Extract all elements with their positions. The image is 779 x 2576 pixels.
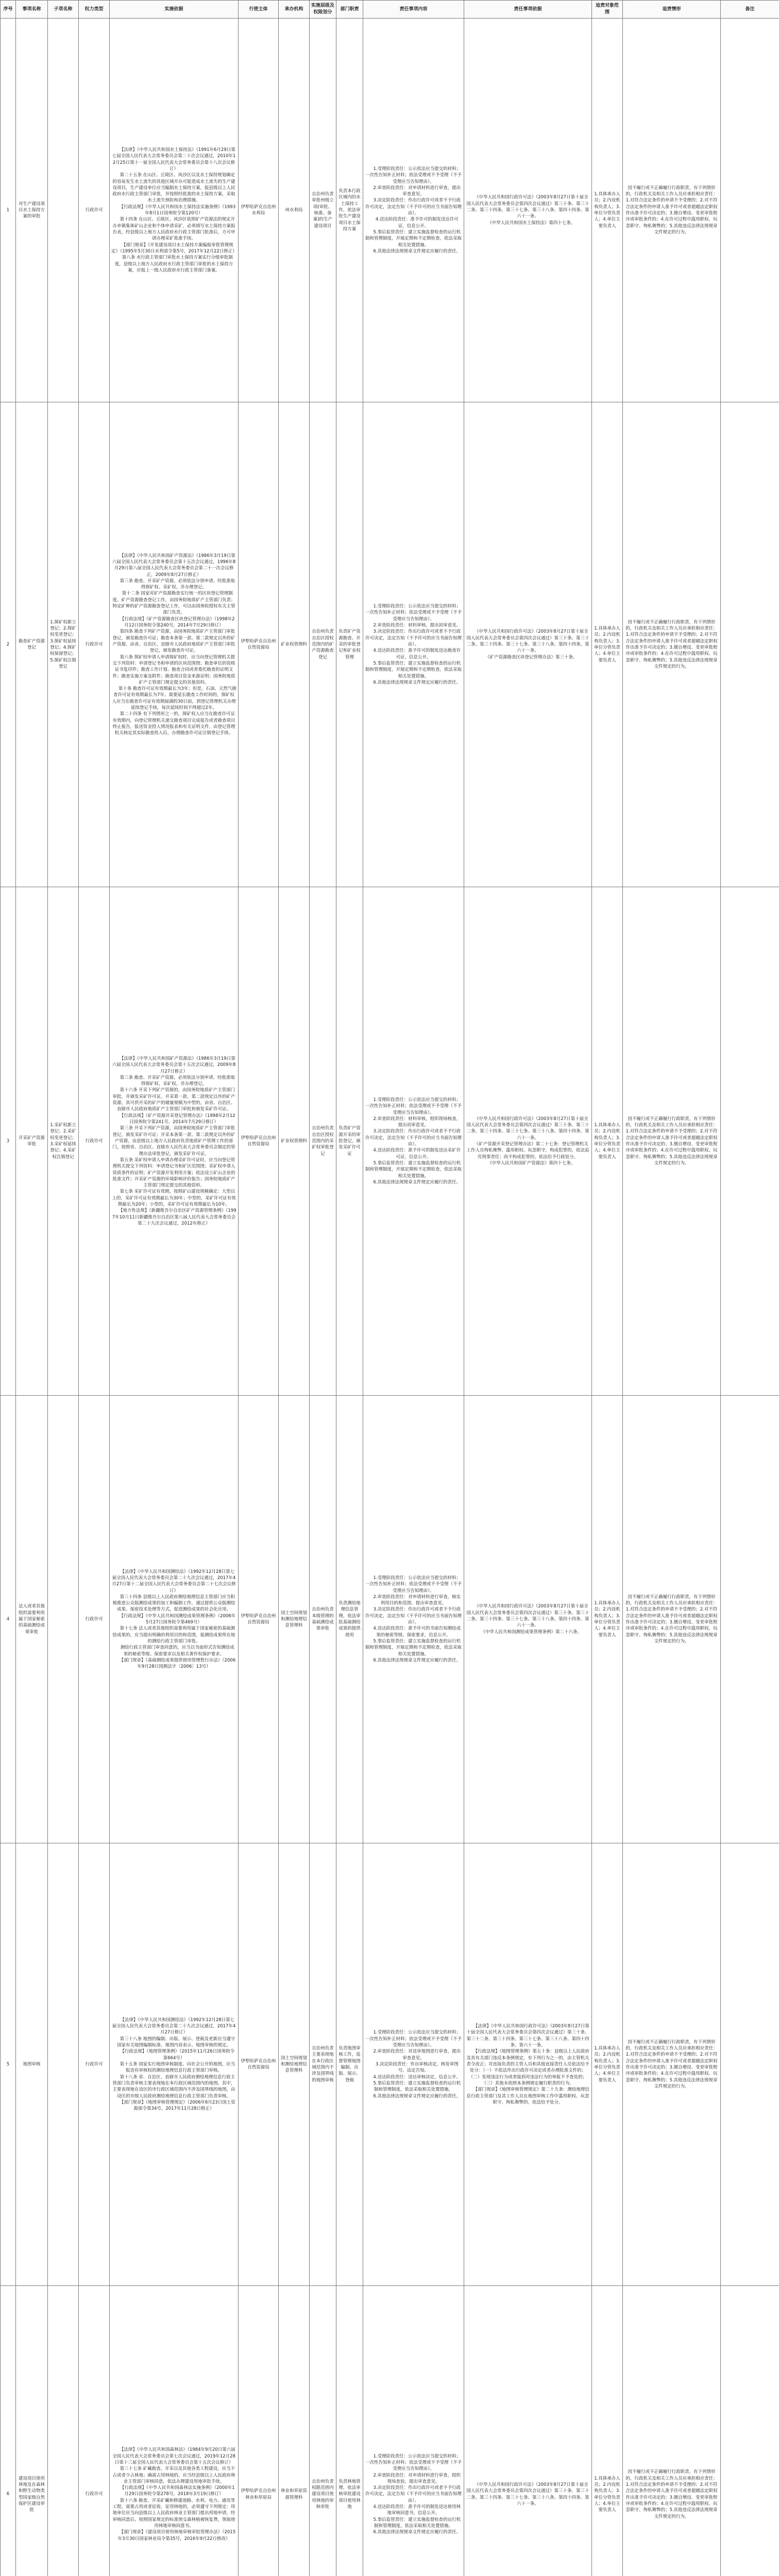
cell-resp-paragraph: 4.送达阶段责任：准予许可的制发送达许可证，信息公开。 (375, 217, 459, 229)
cell-resp-basis-paragraph: 《中华人民共和国行政许可法》（2003年8月27日第十届全国人民代表大会常务委员会第四次会议通过）第三十条、第三十二条、第三十四条、第三十七条、第三十八条、第四十四条、第六十一条。 (466, 1604, 589, 1629)
cell-basis-paragraph: 第三十四条 县级以上人民政府测绘地理信息主管部门应当积极推进公众版测绘成果的加工和编制工作，通过提供公众版测绘成果、保密技术处理等方式，促进测绘成果的社会化应用。 (112, 1594, 235, 1613)
cell-resp (363, 2286, 464, 2576)
cell-seq: 5 (1, 1843, 16, 2286)
cell-resp-paragraph: 1.受理阶段责任：公示依法应当提交的材料；一次性告知补正材料；依法受理或不予受理（不予受理应当告知理由）。 (365, 2030, 462, 2048)
cell-seq: 1 (1, 19, 16, 402)
cell-resp-basis-paragraph: 《中华人民共和国行政许可法》（2003年8月27日第十届全国人民代表大会常务委员会第四次会议通过）第三十条、第三十二条、第三十四条、第三十七条、第三十八条、第四十四条、第六十一条。 (466, 1116, 589, 1141)
cell-duty: 负责矿产资源勘查、开采的审批登记和矿业权管理 (336, 402, 363, 887)
cell-resp-basis (464, 887, 592, 1396)
cell-cases: 因不履行或不正确履行行政职责，有下列情形的，行政机关及相关工作人员应承担相应责任：1.对符合法定条件的申请不予受理的；2.对不符合法定条件的申请人准予许可或者超越法定职权作出准予许可决定的；3.擅自增设、变更审批程序或审批条件的；4.在许可过程中滥用职权、玩忽职守、徇私舞弊的；5.其他违反法律法规规章文件规定的行为。 (623, 19, 721, 402)
cell-resp-paragraph: 4.送达阶段责任：送达审核决定，信息公开。 (373, 2074, 461, 2080)
cell-basis-paragraph: 第十二条 国家对矿产资源勘查实行统一的区块登记管理制度。矿产资源勘查登记工作，由国务院地质矿产主管部门负责；特定矿种的矿产资源勘查登记工作，可以由国务院授权有关主管部门负责。 (112, 591, 235, 616)
cell-item-name: 对生产建设项目水土保持方案的审批 (16, 19, 48, 402)
cell-basis-paragraph: 第六条 探矿权申请人申请探矿权时，应当向登记管理机关提交下列资料：申请登记书和申请的区块范围图；勘查单位的资格证书复印件；勘查工作计划、勘查合同或者委托勘查的证明文件；勘查实施方案及附件；勘查项目资金来源证明；国务院地质矿产主管部门规定提交的其他资料。 (112, 654, 235, 685)
cell-basis-paragraph: 第七条 采矿许可证有效期，按照矿山建设规模确定：大型以上的，采矿许可证有效期最长为30年；中型的，采矿许可证有效期最长为20年；小型的，采矿许可证有效期最长为10年。 (112, 1189, 236, 1208)
cell-item-name: 建设项目使用林地及在森林和野生动物类型国家级自然保护区建设审批 (16, 2286, 48, 2576)
cell-resp-basis-paragraph: 《中华人民共和国水土保持法》第四十七条。 (487, 220, 575, 226)
cell-basis-paragraph: 测绘行政主管部门审查同意的，应当以书面形式告知测绘成果的秘密等级、保密要求以及相关著作权保护要求。 (120, 1645, 234, 1657)
cell-resp-paragraph: 2.审查阶段责任：对送审地图进行审查，提出审查意见。 (373, 2049, 461, 2061)
header-level: 实施层级及权限划分 (310, 1, 336, 19)
cell-level: 自治州负责自治区授权范围内的矿产资源勘查登记 (310, 402, 336, 887)
cell-resp-paragraph: 3.决定阶段责任：作出行政许可或者不予行政许可决定，法定告知（不予许可的应当书面告知理由）。 (365, 1129, 462, 1147)
cell-item-name: 勘查矿产资源登记 (16, 402, 48, 887)
cell-sub-item-name: 1.采矿权新立登记；2.采矿权变更登记；3.采矿权延续登记；4.采矿权注销登记 (48, 887, 79, 1396)
cell-target: 1.具体承办人员；2.内设机构负责人；3.单位分管负责人；4.单位主要负责人 (592, 1843, 623, 2286)
cell-level: 自治州负责本级管理的基础测绘成果审批 (310, 1396, 336, 1843)
cell-target: 1.具体承办人员；2.内设机构负责人；3.单位分管负责人；4.单位主要负责人 (592, 1396, 623, 1843)
cell-basis-paragraph: 第十四条 在山区、丘陵区、风沙区依照矿产资源法的规定开办乡镇集体矿山企业和个体申请采矿，必须填写水土保持方案报告表，经县级以上地方人民政府水行政主管部门批准后，方可申请办理采矿批准手续。 (112, 217, 235, 242)
cell-target: 1.具体承办人员；2.内设机构负责人；3.单位分管负责人；4.单位主要负责人 (592, 2286, 623, 2576)
cell-resp-paragraph: 2.审查阶段责任：对申请材料进行审查，核实利用目的和范围，提出审查意见。 (373, 1594, 461, 1606)
cell-basis-paragraph: 第三十八条 地图的编制、出版、展示、登载及更新应当遵守国家有关地图编制标准、地图内容表示、地图审核的规定。 (116, 2036, 235, 2048)
cell-basis-paragraph: 第十八条 省、自治区、直辖市人民政府测绘地理信息行政主管部门负责审核主要表现地在本行政区域范围内的地图。其中，主要表现地在设区的市行政区域范围内不涉及国界线的地图，由设区的市级人民政府测绘地理信息行政主管部门负责审核。 (112, 2074, 235, 2099)
cell-basis-paragraph: 【法律】《中华人民共和国测绘法》（1992年12月28日第七届全国人民代表大会常务委员会第二十九次会议通过，2017年4月27日第十二届全国人民代表大会常务委员会第二十七次会议修订） (112, 1569, 236, 1594)
cell-basis-paragraph: 【法律】《中华人民共和国测绘法》（1992年12月28日第七届全国人民代表大会常务委员会第二十九次会议通过，2017年4月27日修订） (112, 2017, 236, 2036)
table-row (1, 1396, 779, 1843)
cell-resp-basis-paragraph: 《中华人民共和国测绘成果管理条例》第二十六条。 (481, 1629, 582, 1635)
cell-basis (110, 887, 239, 1396)
cell-basis (110, 2286, 239, 2576)
cell-seq: 4 (1, 1396, 16, 1843)
header-resp: 责任事项内容 (363, 1, 464, 19)
cell-cases: 因不履行或不正确履行行政职责，有下列情形的，行政机关及相关工作人员应承担相应责任：1.对符合法定条件的申请不予受理的；2.对不符合法定条件的申请人准予许可或者超越法定职权作出准予许可决定的；3.擅自增设、变更审批程序或审批条件的；4.在许可过程中滥用职权、玩忽职守、徇私舞弊的；5.其他违反法律法规规章文件规定的行为。 (623, 402, 721, 887)
cell-resp-paragraph: 1.受理阶段责任：公示依法应当提交的材料；一次性告知补正材料；依法受理或不予受理（不予受理应当告知理由）。 (365, 1575, 462, 1594)
cell-basis-paragraph: 【行政法规】《矿产资源开采登记管理办法》（1998年2月12日国务院令第241号，2014年7月29日修订） (119, 1113, 235, 1125)
cell-resp-basis-paragraph: 《中华人民共和国行政许可法》（2003年8月27日第十届全国人民代表大会常务委员会第四次会议通过）第三十条、第三十二条、第三十四条、第三十七条、第三十八条、第四十四条、第六十一条。 (466, 629, 589, 654)
cell-basis (110, 402, 239, 887)
cell-resp-paragraph: 6.其他法律法规规章文件规定应履行的责任。 (373, 1179, 461, 1185)
cell-power-type: 行政许可 (79, 2286, 110, 2576)
cell-subject: 伊犁哈萨克自治州林业和草原局 (239, 2286, 279, 2576)
cell-resp-basis-paragraph: 【行政法规】《地图管理条例》第五十条：县级以上人民政府及其有关部门违反本条例规定，有下列行为之一的，由主管机关责令改正；对直接负责的主管人员和其他直接责任人员依法给予处分：（一）不依法作出行政许可决定或者办理批准文件的；（二）发现违法行为或者接到对违法行为的举报不予查处的；（三）其他未依照本条例规定履行职责的行为。 (466, 2049, 589, 2086)
header-resp-basis: 责任事项依据 (464, 1, 592, 19)
cell-resp (363, 402, 464, 887)
header-basis: 实施依据 (110, 1, 239, 19)
cell-basis-paragraph: 第四条 勘查下列矿产资源，由国务院地质矿产主管部门审批登记，颁发勘查许可证；勘查本条第一款、第二款规定以外的矿产资源，由省、自治区、直辖市人民政府地质矿产主管部门审批登记，颁发勘查许可证。 (112, 629, 235, 654)
cell-note (721, 1843, 779, 2286)
cell-resp-paragraph: 6.其他法律法规规章文件规定应履行的责任。 (373, 2530, 461, 2535)
cell-seq: 3 (1, 887, 16, 1396)
header-subject: 行使主体 (239, 1, 279, 19)
cell-basis-paragraph: 第十六条 勘查、开采矿藏和修建道路、水利、电力、通讯等工程，需要占用或者征收、征用林地的，必须遵守下列规定：用地单位应当向县级以上人民政府林业主管部门提出用地申请，经审核同意后，按照国家规定的标准预交森林植被恢复费，领取使用林地审核同意书。 (112, 2498, 235, 2529)
cell-basis-paragraph: 第三条 勘查、开采矿产资源，必须依法分别申请、经批准取得探矿权、采矿权，并办理登记。 (120, 1075, 235, 1087)
cell-cases: 因不履行或不正确履行行政职责，有下列情形的，行政机关及相关工作人员应承担相应责任：1.对符合法定条件的申请不予受理的；2.对不符合法定条件的申请人准予许可或者超越法定职权作出准予许可决定的；3.擅自增设、变更审批程序或审批条件的；4.在许可过程中滥用职权、玩忽职守、徇私舞弊的；5.其他违反法律法规规章文件规定的行为。 (623, 1843, 721, 2286)
table-row (1, 887, 779, 1396)
cell-basis-paragraph: 【部门规章】《建设项目使用林地审核审批管理办法》（2015年3月30日国家林业局令第35号，2016年9月22日修改） (117, 2530, 236, 2541)
cell-cases: 因不履行或不正确履行行政职责，有下列情形的，行政机关及相关工作人员应承担相应责任：1.对符合法定条件的申请不予受理的；2.对不符合法定条件的申请人准予许可或者超越法定职权作出准予许可决定的；3.擅自增设、变更审批程序或审批条件的；4.在许可过程中滥用职权、玩忽职守、徇私舞弊的；5.其他违反法律法规规章文件规定的行为。 (623, 887, 721, 1396)
cell-resp-paragraph: 6.其他法律法规规章文件规定应履行的责任。 (373, 680, 461, 685)
cell-resp-paragraph: 1.受理阶段责任：公示依法应当提交的材料；一次性告知补正材料；依法受理或不予受理（不予受理应当告知理由）。 (365, 1097, 462, 1115)
cell-sub-item-name (48, 1396, 79, 1843)
cell-resp-paragraph: 4.送达阶段责任：准予许可的书面告知测绘成果的秘密等级、保密要求，信息公开。 (373, 1626, 461, 1638)
cell-basis-paragraph: 【行政法规】《地图管理条例》（2015年11月26日国务院令第664号） (120, 2049, 235, 2061)
cell-note (721, 887, 779, 1396)
cell-basis-paragraph: 【地方性法规】《新疆维吾尔自治区矿产资源管理条例》（1997年10月11日新疆维吾尔自治区第八届人民代表大会常务委员会第二十九次会议通过，2012年修正） (112, 1208, 236, 1226)
cell-duty: 负责测绘地理信息管理，依法审批基础测绘成果的提供使用 (336, 1396, 363, 1843)
cell-cases: 因不履行或不正确履行行政职责，有下列情形的，行政机关及相关工作人员应承担相应责任：1.对符合法定条件的申请不予受理的；2.对不符合法定条件的申请人准予许可或者超越法定职权作出准予许可决定的；3.擅自增设、变更审批程序或审批条件的；4.在许可过程中滥用职权、玩忽职守、徇私舞弊的；5.其他违反法律法规规章文件规定的行为。 (623, 1396, 721, 1843)
cell-item-name: 开采矿产资源审批 (16, 887, 48, 1396)
cell-item-name: 法人或者其他组织需要利用属于国家秘密的基础测绘成果审批 (16, 1396, 48, 1843)
cell-basis-paragraph: 第三条 勘查、开采矿产资源，必须依法分别申请、经批准取得探矿权、采矿权，并办理登记。 (120, 578, 235, 590)
cell-basis (110, 1396, 239, 1843)
cell-resp-basis (464, 402, 592, 887)
cell-basis-paragraph: 第十六条 开采下列矿产资源的，由国务院地质矿产主管部门审批，并颁发采矿许可证。开采第一款、第二款规定以外的矿产资源，其可供开采的矿产的储量规模为中型的，由省、自治区、直辖市人民政府地质矿产主管部门审批和颁发采矿许可证。 (112, 1088, 235, 1112)
cell-level: 自治州负责权限范围内建设项目使用林地的审核审批 (310, 2286, 336, 2576)
cell-dept: 国土空间规划和测绘地理信息管理科 (279, 1396, 310, 1843)
cell-resp (363, 887, 464, 1396)
cell-resp-basis (464, 1396, 592, 1843)
cell-resp-basis-paragraph: 【法律】《中华人民共和国行政许可法》（2003年8月27日第十届全国人民代表大会常务委员会第四次会议通过）第三十条、第三十二条、第三十四条、第三十七条、第三十八条、第四十四条、第六十一条。 (466, 2024, 589, 2048)
header-duty: 部门职责 (336, 1, 363, 19)
cell-resp-basis-paragraph: 《中华人民共和国行政许可法》（2003年8月27日第十届全国人民代表大会常务委员会第四次会议通过）第三十条、第三十二条、第三十四条、第三十七条、第三十八条、第四十四条、第六十一条。 (466, 2482, 589, 2506)
cell-resp-paragraph: 5.事后监管责任：建立实施监督检查的运行机制和管理制度，开展定期和不定期检查，依法采取相关处置措施。 (365, 1639, 462, 1657)
cell-duty: 负责地图审核工作，监督管理地图编制、出版、展示、登载 (336, 1843, 363, 2286)
cell-basis-paragraph: 【部门规章】《地图审核管理规定》（2006年6月23日国土资源部令第34号，2017年11月28日修正） (119, 2099, 235, 2112)
cell-basis-paragraph: 第十五条 国家实行地图审核制度。向社会公开的地图，应当报送有审核权的测绘地理信息行政主管部门审核。 (120, 2061, 235, 2074)
cell-resp-paragraph: 1.受理阶段责任：公示依法应当提交的材料；一次性告知补正材料；依法受理或不予受理（不予受理应当告知理由）。 (365, 166, 462, 184)
cell-note (721, 2286, 779, 2576)
cell-subject: 伊犁哈萨克自治州自然资源局 (239, 1843, 279, 2286)
cell-basis-paragraph: 第五条 采矿权申请人申请办理采矿许可证时，应当向登记管理机关提交下列资料：申请登记书和矿区范围图；采矿权申请人资质条件的证明；矿产资源开发利用方案；依法设立矿山企业的批准文件；开采矿产资源的环境影响评价报告；国务院地质矿产主管部门规定提交的其他资料。 (112, 1157, 235, 1189)
table-row (1, 1843, 779, 2286)
cell-resp-paragraph: 5.事后监管责任：建立实施监督检查的运行机制和管理制度，依法采取相关处置措施。 (373, 2517, 461, 2529)
cell-resp-paragraph: 3.决定阶段责任：作出审核决定，核发审图号，法定告知。 (375, 2061, 459, 2074)
cell-dept: 矿业权管理科 (279, 887, 310, 1396)
cell-dept: 州水利局 (279, 19, 310, 402)
cell-power-type: 行政许可 (79, 1843, 110, 2286)
cell-level: 自治州负责审批州级立项(审批、核准、备案)的生产建设项目 (310, 19, 336, 402)
cell-resp-paragraph: 2.审查阶段责任：对申请材料进行审查，组织现场查验，提出审查意见。 (373, 2472, 461, 2484)
cell-basis-paragraph: 【法律】《中华人民共和国矿产资源法》（1986年3月19日第六届全国人民代表大会常务委员会第十五次会议通过，2009年8月27日修正） (112, 1056, 236, 1074)
cell-resp-paragraph: 2.审查阶段责任：材料审核，组织现场核查，提出初审意见。 (373, 1116, 461, 1128)
cell-level: 自治州负责主要表现地在本行政区域范围内不涉及国界线的地图审核 (310, 1843, 336, 2286)
cell-basis (110, 1843, 239, 2286)
cell-target: 1.具体承办人员；2.内设机构负责人；3.单位分管负责人；4.单位主要负责人 (592, 887, 623, 1396)
table-row (1, 19, 779, 402)
cell-resp-paragraph: 3.决定阶段责任：作出行政许可或者不予行政许可决定，法定告知（不予许可的应当书面告知理由）。 (365, 629, 462, 647)
cell-resp (363, 19, 464, 402)
cell-note (721, 1396, 779, 1843)
cell-sub-item-name: 1.探矿权新立登记；2.探矿权变更登记；3.探矿权延续登记；4.探矿权保留登记；5.探矿权注销登记 (48, 402, 79, 887)
cell-resp-paragraph: 4.送达阶段责任：准予许可的制发送达采矿许可证，信息公开。 (373, 1148, 461, 1160)
header-target: 追责对象范围 (592, 1, 623, 19)
cell-note (721, 402, 779, 887)
cell-dept: 矿业权管理科 (279, 402, 310, 887)
cell-note (721, 19, 779, 402)
cell-basis-paragraph: 【法律】《中华人民共和国水土保持法》（1991年6月29日第七届全国人民代表大会常务委员会第二十次会议通过，2010年12月25日第十一届全国人民代表大会常务委员会第十八次会议修订） (112, 147, 236, 172)
cell-subject: 伊犁哈萨克自治州自然资源局 (239, 887, 279, 1396)
cell-resp (363, 1396, 464, 1843)
cell-seq: 2 (1, 402, 16, 887)
cell-resp-paragraph: 6.其他法律法规规章文件规定应履行的责任。 (373, 1657, 461, 1663)
cell-subject: 伊犁哈萨克自治州自然资源局 (239, 1396, 279, 1843)
cell-basis-paragraph: 【部门规章】《基础测绘成果提供使用管理暂行办法》（2006年9月28日国测法字〔2006〕13号） (119, 1657, 236, 1670)
cell-resp-paragraph: 2.审查阶段责任：材料审核，提出初审意见。 (373, 623, 461, 628)
cell-resp-basis-paragraph: 《矿产资源勘查区块登记管理办法》第三十条。 (485, 654, 578, 660)
header-note: 备注 (721, 1, 779, 19)
cell-sub-item-name (48, 2286, 79, 2576)
cell-basis-paragraph: 【法律】《中华人民共和国矿产资源法》（1986年3月19日第六届全国人民代表大会常务委员会第十五次会议通过，1996年8月29日第八届全国人民代表大会常务委员会第二十一次会议修正，2009年8月27日修正） (112, 553, 236, 578)
cell-power-type: 行政许可 (79, 402, 110, 887)
cell-basis-paragraph: 【行政法规】《中华人民共和国森林法实施条例》（2000年1月29日国务院令第278号，2018年3月19日修订） (120, 2485, 235, 2497)
cell-power-type: 行政许可 (79, 887, 110, 1396)
cell-basis-paragraph: 第八条 水行政主管部门审批水土保持方案实行分级审批制度，县级以上地方人民政府水行政主管部门审批的水土保持方案，应报上一级人民政府水行政主管部门备案。 (114, 255, 233, 273)
cell-cases: 因不履行或不正确履行行政职责，有下列情形的，行政机关及相关工作人员应承担相应责任：1.对符合法定条件的申请不予受理的；2.对不符合法定条件的申请人准予许可或者超越法定职权作出准予许可决定的；3.擅自增设、变更审批程序或审批条件的；4.在许可过程中滥用职权、玩忽职守、徇私舞弊的；5.其他违反法律法规规章文件规定的行为。 (623, 2286, 721, 2576)
cell-resp-basis-paragraph: 《中华人民共和国行政许可法》（2003年8月27日第十届全国人民代表大会常务委员会第四次会议通过）第三十条、第三十二条、第三十四条、第三十七条、第三十八条、第四十四条、第六十一条。 (466, 195, 589, 219)
cell-resp-basis-paragraph: 《中华人民共和国矿产资源法》第四十七条。 (487, 1161, 575, 1166)
cell-sub-item-name (48, 1843, 79, 2286)
table-row (1, 402, 779, 887)
cell-subject: 伊犁哈萨克自治州自然资源局 (239, 402, 279, 887)
header-seq: 序号 (1, 1, 16, 19)
cell-item-name: 地图审核 (16, 1843, 48, 2286)
cell-resp-paragraph: 6.其他法律法规规章文件规定应履行的责任。 (373, 248, 461, 254)
cell-resp-paragraph: 5.事后监管责任：建立实施监督检查的运行机制和管理制度，开展定期和不定期检查，依法采取相关处置措施。 (365, 660, 462, 679)
cell-resp-paragraph: 5.事后监管责任：建立实施监督检查的运行机制和管理制度，开展定期和不定期检查，依法采取相关处置措施。 (365, 1161, 462, 1179)
cell-sub-item-name (48, 19, 79, 402)
cell-resp-basis-paragraph: 《矿产资源开采登记管理办法》第二十七条：登记管理机关工作人员徇私舞弊、滥用职权、玩忽职守，构成犯罪的，依法追究刑事责任；尚不构成犯罪的，依法给予行政处分。 (466, 1142, 589, 1160)
cell-basis-paragraph: 【法律】《中华人民共和国森林法》（1984年9月20日第六届全国人民代表大会常务委员会第七次会议通过，2019年12月28日第十三届全国人民代表大会常务委员会第十五次会议修订） (112, 2447, 235, 2465)
cell-target: 1.具体承办人员；2.内设机构负责人；3.单位分管负责人；4.单位主要负责人 (592, 19, 623, 402)
cell-basis-paragraph: 第二十五条 在山区、丘陵区、风沙区以及水土保持规划确定的容易发生水土流失的其他区域开办可能造成水土流失的生产建设项目，生产建设单位应当编制水土保持方案，报县级以上人民政府水行政主管部门审批，并按照经批准的水土保持方案，采取水土流失预防和治理措施。 (112, 173, 235, 204)
cell-basis-paragraph: 【部门规章】《开发建设项目水土保持方案编报审批管理规定》（1995年5月30日水利部令第5号，2017年12月22日修正） (111, 242, 237, 254)
cell-resp-paragraph: 3.决定阶段责任：作出行政许可或者不予行政许可决定，法定告知（不予许可的应当书面告知理由）。 (365, 1607, 462, 1625)
cell-resp-paragraph: 5.事后监管责任：建立实施监督检查的运行机制和管理制度，依法采取相关处置措施。 (373, 2080, 461, 2093)
cell-basis-paragraph: 【行政法规】《矿产资源勘查区块登记管理办法》（1998年2月12日国务院令第240号，2014年7月29日修订） (120, 616, 235, 628)
cell-resp-basis (464, 1843, 592, 2286)
header-dept: 承办机构 (279, 1, 310, 19)
cell-resp (363, 1843, 464, 2286)
header-power-type: 权力类型 (79, 1, 110, 19)
cell-resp-paragraph: 1.受理阶段责任：公示依法应当提交的材料；一次性告知补正材料；依法受理或不予受理（不予受理应当告知理由）。 (365, 604, 462, 622)
cell-basis-paragraph: 【行政法规】《中华人民共和国水土保持法实施条例》（1993年8月1日国务院令第120号） (119, 204, 236, 216)
table-row (1, 2286, 779, 2576)
cell-basis-paragraph: 【行政法规】《中华人民共和国测绘成果管理条例》（2006年5月27日国务院令第469号） (119, 1613, 236, 1625)
cell-resp-paragraph: 6.其他法律法规规章文件规定应履行的责任。 (373, 2093, 461, 2099)
cell-basis-paragraph: 第三十七条 矿藏勘查、开采以及其他各类工程建设，应当不占或者少占林地；确需占用林地的，应当经县级以上人民政府林业主管部门审核同意，依法办理建设用地审批手续。 (112, 2466, 235, 2484)
cell-basis-paragraph: 第二十四条 有下列情形之一的，探矿权人应当在勘查许可证有效期内，向登记管理机关递交勘查项目完成报告或者勘查项目终止报告，报送资金投入情况报表和有关证明文件，由登记管理机关核定其实际勘查投入后，办理勘查许可证注销登记手续。 (112, 711, 235, 736)
cell-resp-basis (464, 2286, 592, 2576)
cell-duty: 负责矿产资源开采的审批登记，颁发采矿许可证 (336, 887, 363, 1396)
cell-duty: 负责本行政区域内的水土保持工作，依法审批生产建设项目水土保持方案 (336, 19, 363, 402)
cell-power-type: 行政许可 (79, 1396, 110, 1843)
header-cases: 追责情形 (623, 1, 721, 19)
cell-resp-paragraph: 4.送达阶段责任：准予许可的制发送达勘查许可证，信息公开。 (373, 648, 461, 660)
cell-resp-paragraph: 1.受理阶段责任：公示依法应当提交的材料；一次性告知补正材料；依法受理或不予受理（不予受理应当告知理由）。 (365, 2453, 462, 2472)
cell-dept: 林业和草原资源管理科 (279, 2286, 310, 2576)
cell-dept: 国土空间规划和测绘地理信息管理科 (279, 1843, 310, 2286)
cell-resp-paragraph: 4.送达阶段责任：准予许可的制发送达使用林地审核同意书，信息公开。 (373, 2504, 461, 2516)
cell-resp-paragraph: 2.审查阶段责任：对申请材料进行审查，提出审查意见。 (373, 185, 461, 197)
cell-resp-paragraph: 5.事后监管责任：建立实施监督检查的运行机制和管理制度，开展定期和不定期检查，依法采取相关处置措施。 (365, 230, 462, 248)
cell-level: 自治州负责自治区授权范围内的采矿权审批登记 (310, 887, 336, 1396)
cell-power-type: 行政许可 (79, 19, 110, 402)
cell-basis (110, 19, 239, 402)
cell-target: 1.具体承办人员；2.内设机构负责人；3.单位分管负责人；4.单位主要负责人 (592, 402, 623, 887)
cell-seq: 6 (1, 2286, 16, 2576)
cell-basis-paragraph: 第十七条 法人或者其他组织需要利用属于国家秘密的基础测绘成果的，应当提出明确的利用目的和范围，报测绘成果所在地的测绘行政主管部门审批。 (112, 1626, 235, 1645)
cell-subject: 伊犁哈萨克自治州水利局 (239, 19, 279, 402)
cell-basis-paragraph: 第三条 开采下列矿产资源，由国务院地质矿产主管部门审批登记，颁发采矿许可证；开采本条第一款、第二款规定以外的矿产资源，由县级以上地方人民政府负责地质矿产管理工作的部门，按照省、自治区、直辖市人民代表大会常务委员会制定的管理办法审批登记，颁发采矿许可证。 (112, 1126, 235, 1157)
table-header-row (1, 1, 779, 19)
header-item-name: 事项名称 (16, 1, 48, 19)
cell-resp-paragraph: 3.决定阶段责任：作出行政许可或者不予行政许可决定，法定告知（不予许可的应当书面告知理由）。 (365, 198, 462, 216)
cell-basis-paragraph: 第十条 勘查许可证有效期最长为3年；但是，石油、天然气勘查许可证有效期最长为7年。需要延长勘查工作时间的，探矿权人应当在勘查许可证有效期届满的30日前，到登记管理机关办理延续登记手续，每次延续时间不得超过2年。 (112, 686, 236, 711)
cell-resp-basis-paragraph: 【部门规章】《地图审核管理规定》第二十九条：测绘地理信息行政主管部门及其工作人员在地图审核工作中滥用职权、玩忽职守、徇私舞弊的，依法给予处分。 (466, 2087, 589, 2105)
cell-resp-paragraph: 3.决定阶段责任：作出行政许可或者不予行政许可决定，法定告知（不予许可的应当书面告知理由）。 (365, 2485, 462, 2503)
cell-duty: 负责林地管理，依法审核审批建设项目使用林地 (336, 2286, 363, 2576)
cell-resp-basis (464, 19, 592, 402)
header-sub-item-name: 子项名称 (48, 1, 79, 19)
